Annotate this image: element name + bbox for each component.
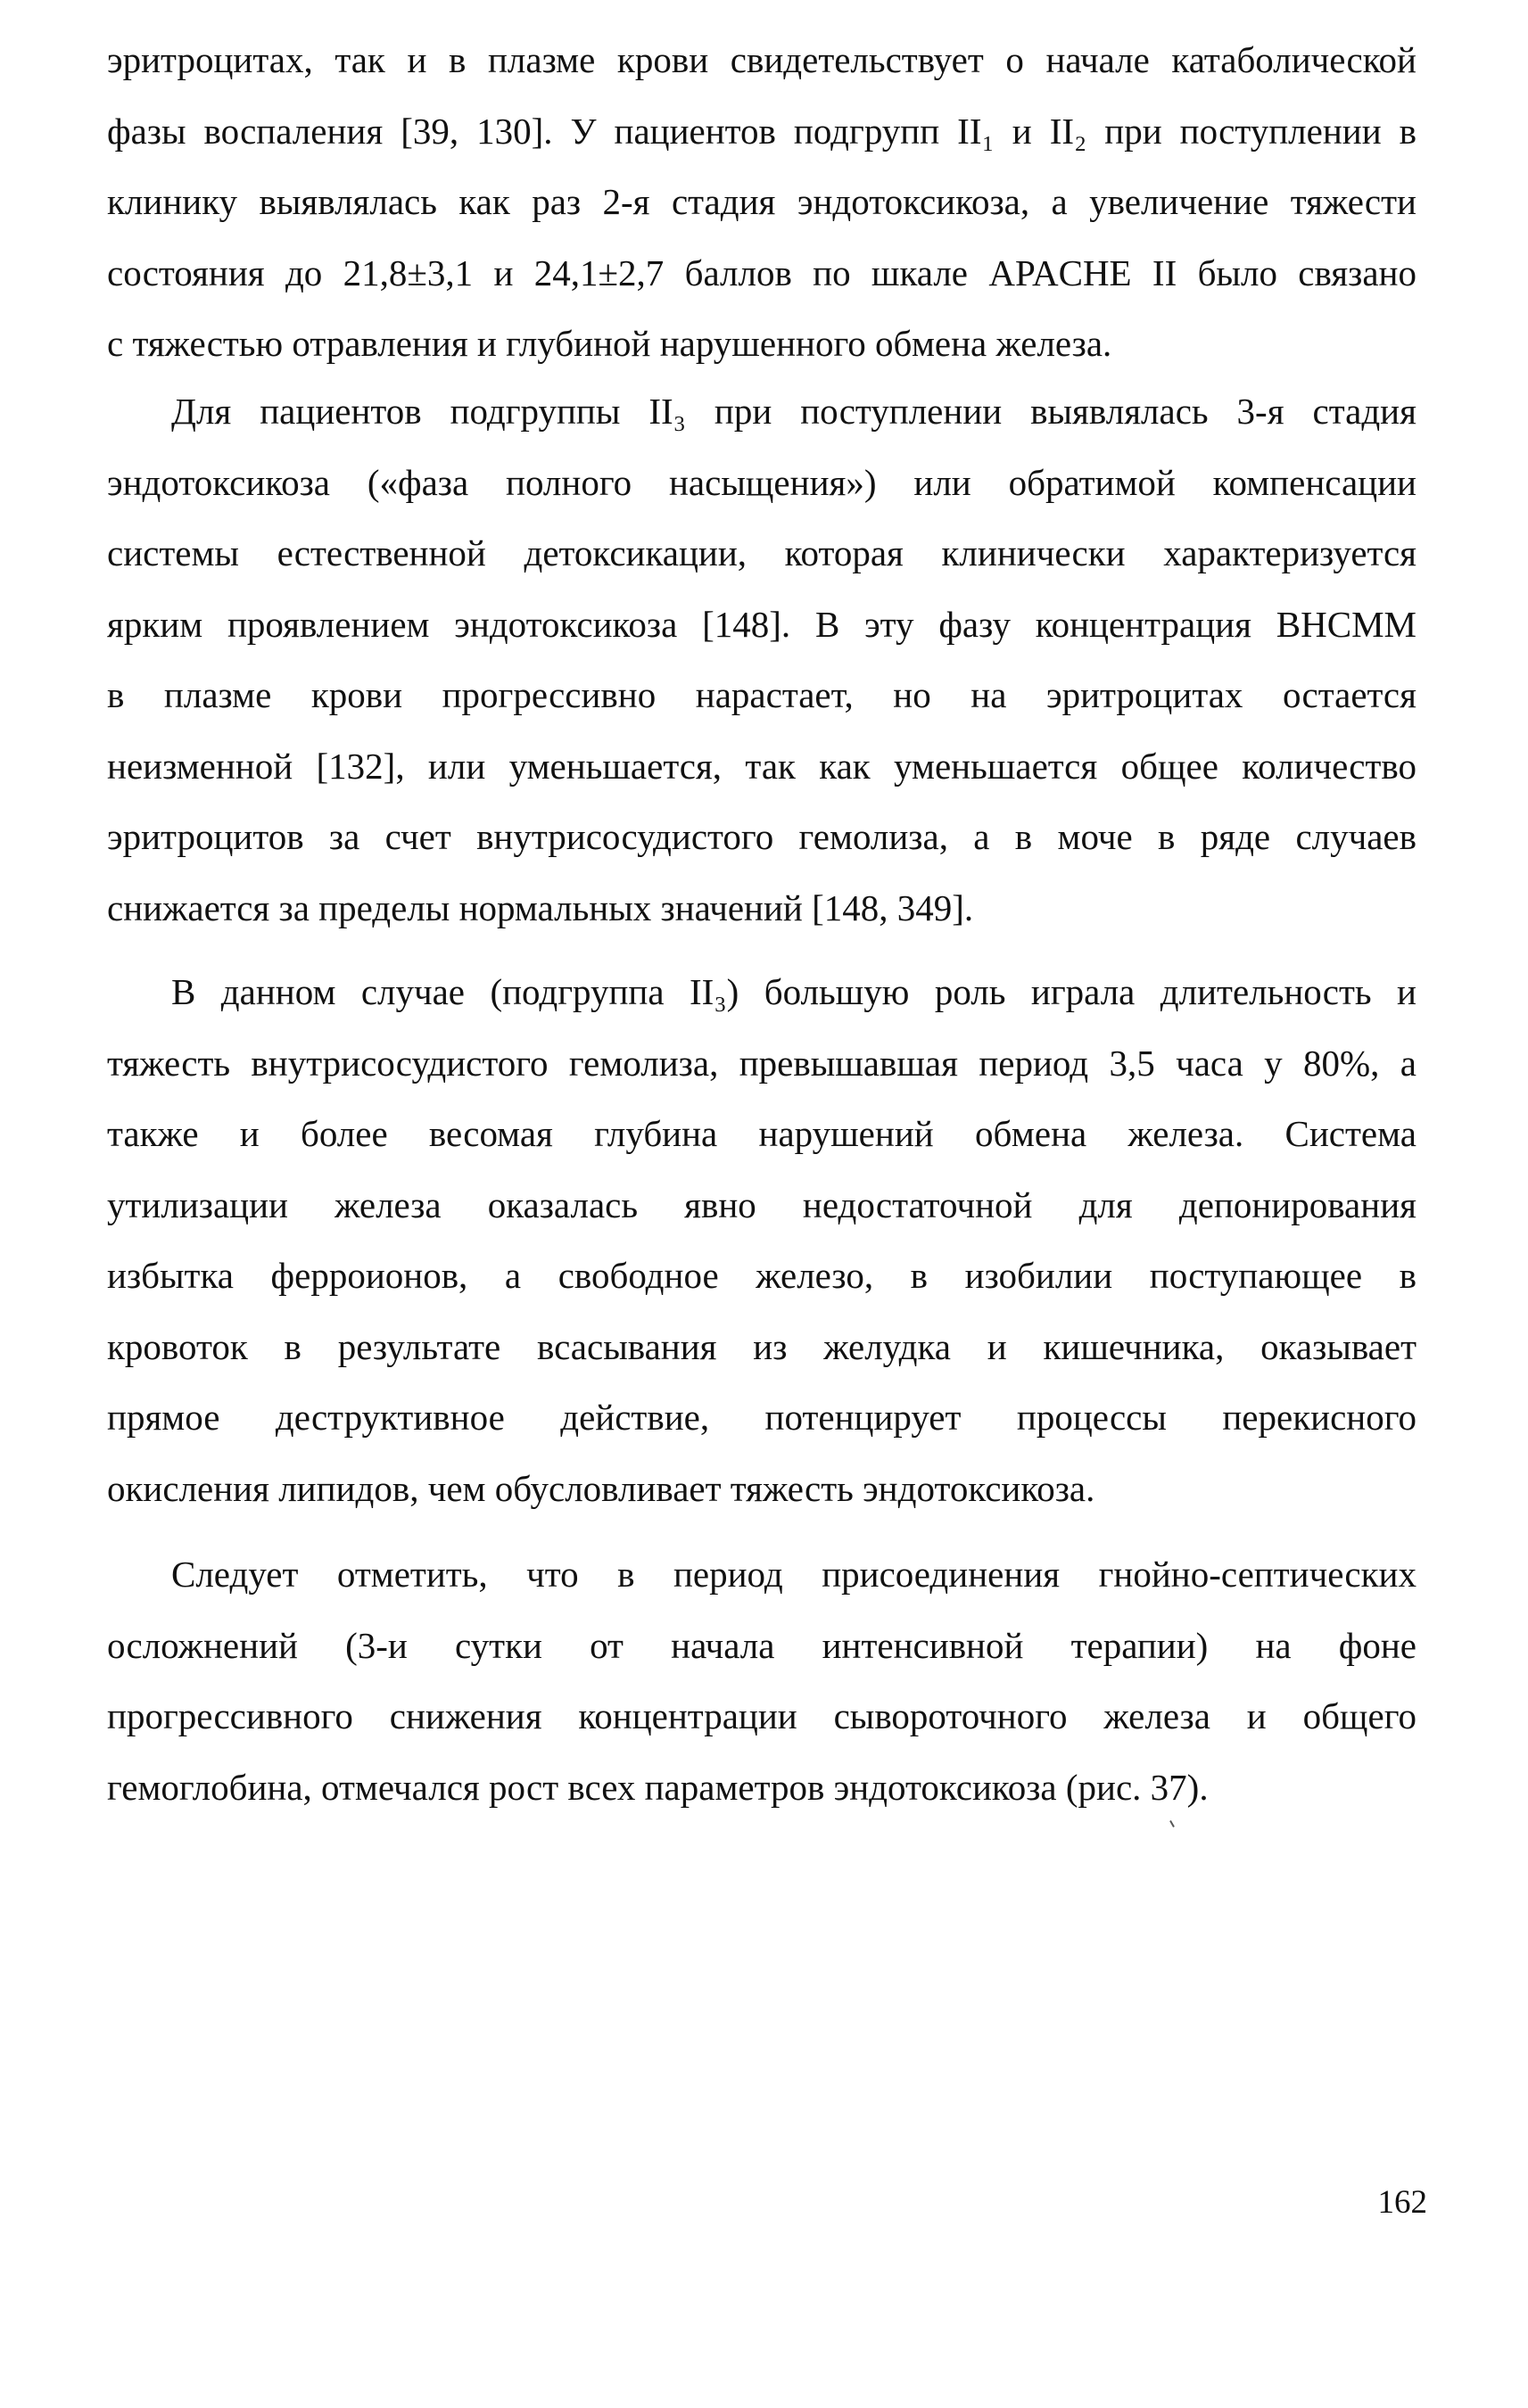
text-line: фазы воспаления [39, 130]. У пациентов подгрупп II₁ и II₂ при поступлении в bbox=[107, 110, 1416, 152]
text-line: также и более весомая глубина нарушений обмена железа. Система bbox=[107, 1113, 1416, 1154]
text-line: прямое деструктивное действие, потенцирует процессы перекисного bbox=[107, 1397, 1416, 1438]
paragraph-2 bbox=[107, 376, 1416, 944]
text-line: избытка ферроионов, а свободное железо, в изобилии поступающее в bbox=[107, 1255, 1416, 1296]
text-line: эндотоксикоза («фаза полного насыщения») или обратимой компенсации bbox=[107, 461, 1416, 503]
text-line: утилизации железа оказалась явно недостаточной для депонирования bbox=[107, 1183, 1416, 1225]
page-number: 162 bbox=[1377, 2184, 1427, 2221]
text-line: осложнений (3-и сутки от начала интенсивной терапии) на фоне bbox=[107, 1624, 1416, 1666]
text-line: тяжесть внутрисосудистого гемолиза, превышавшая период 3,5 часа у 80%, а bbox=[107, 1042, 1416, 1084]
text-line: Следует отметить, что в период присоединения гнойно-септических bbox=[171, 1554, 1416, 1595]
paragraph-4 bbox=[107, 1539, 1416, 1823]
text-line: кровоток в результате всасывания из желудка и кишечника, оказывает bbox=[107, 1325, 1416, 1367]
text-line: состояния до 21,8±3,1 и 24,1±2,7 баллов по шкале APACHE II было связано bbox=[107, 252, 1416, 293]
text-line: системы естественной детоксикации, которая клинически характеризуется bbox=[107, 532, 1416, 573]
text-line: ярким проявлением эндотоксикоза [148]. В эту фазу концентрация ВНСММ bbox=[107, 603, 1416, 645]
text-line: в плазме крови прогрессивно нарастает, но на эритроцитах остается bbox=[107, 674, 1416, 715]
text-line: снижается за пределы нормальных значений [148, 349]. bbox=[107, 887, 974, 928]
text-line: клинику выявлялась как раз 2-я стадия эндотоксикоза, а увеличение тяжести bbox=[107, 181, 1416, 222]
text-line: неизменной [132], или уменьшается, так как уменьшается общее количество bbox=[107, 745, 1416, 787]
text-line: с тяжестью отравления и глубиной нарушенного обмена железа. bbox=[107, 323, 1112, 364]
text-line: прогрессивного снижения концентрации сывороточного железа и общего bbox=[107, 1695, 1416, 1736]
paragraph-3 bbox=[107, 957, 1416, 1524]
text-line: окисления липидов, чем обусловливает тяжесть эндотоксикоза. bbox=[107, 1467, 1095, 1509]
text-line: В данном случае (подгруппа II₃) большую роль играла длительность и bbox=[171, 971, 1416, 1012]
text-line: Для пациентов подгруппы II₃ при поступлении выявлялась 3-я стадия bbox=[171, 391, 1416, 432]
text-line: эритроцитов за счет внутрисосудистого гемолиза, а в моче в ряде случаев bbox=[107, 816, 1416, 857]
text-line: гемоглобина, отмечался рост всех параметров эндотоксикоза (рис. 37). bbox=[107, 1766, 1209, 1808]
paragraph-1 bbox=[107, 25, 1416, 380]
text-line: эритроцитах, так и в плазме крови свидетельствует о начале катаболической bbox=[107, 39, 1416, 80]
